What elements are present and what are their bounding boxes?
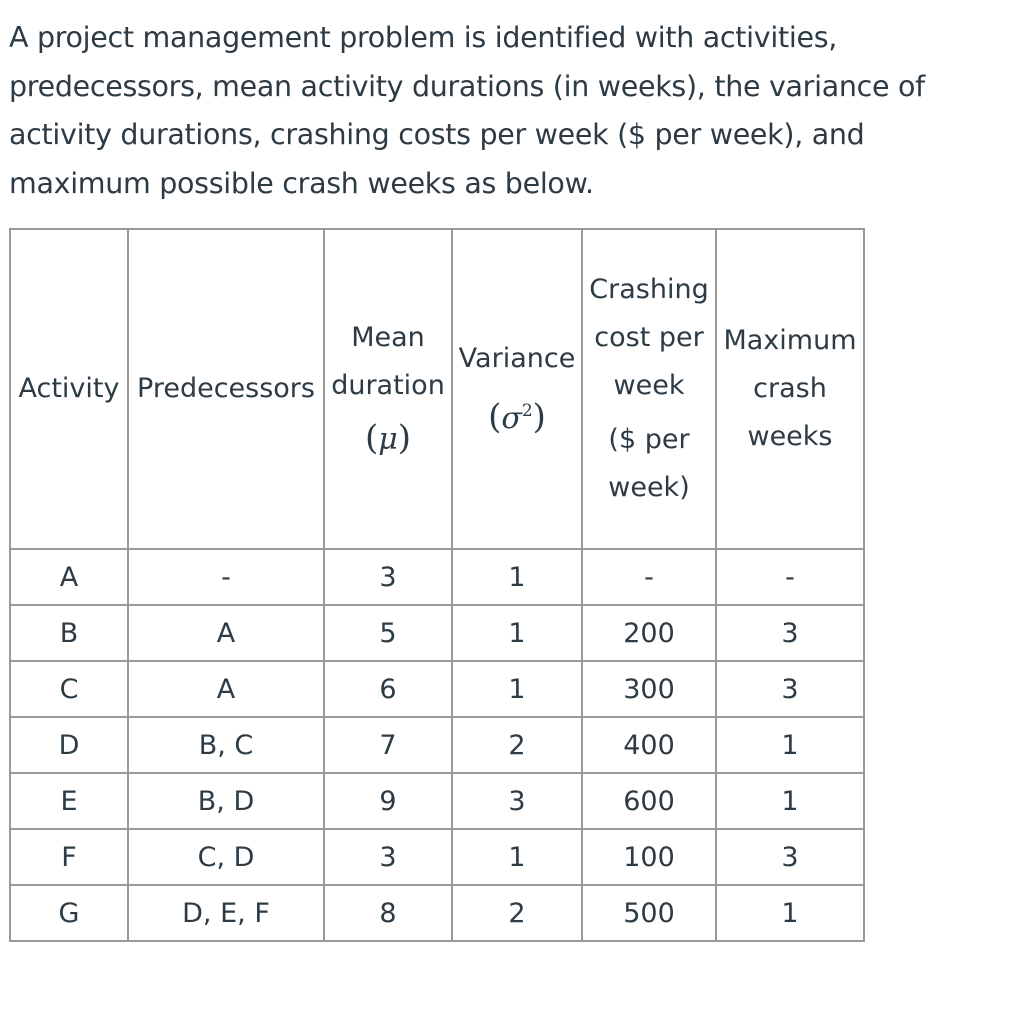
- table-row: [10, 661, 864, 717]
- cell-activity: G: [10, 885, 128, 941]
- cell-mean: 3: [324, 549, 452, 605]
- cell-activity: C: [10, 661, 128, 717]
- cell-variance: 1: [452, 661, 582, 717]
- cell-predecessors: B, D: [128, 773, 324, 829]
- table-row: [10, 773, 864, 829]
- cell-predecessors: A: [128, 605, 324, 661]
- header-predecessors: Predecessors: [128, 229, 324, 549]
- cell-activity: E: [10, 773, 128, 829]
- cell-mean: 8: [324, 885, 452, 941]
- cell-variance: 2: [452, 717, 582, 773]
- cell-predecessors: B, C: [128, 717, 324, 773]
- cell-activity: A: [10, 549, 128, 605]
- cell-variance: 1: [452, 605, 582, 661]
- cell-activity: B: [10, 605, 128, 661]
- cell-predecessors: D, E, F: [128, 885, 324, 941]
- header-crashing-cost: Crashing cost per week ($ per week): [582, 229, 716, 549]
- cell-variance: 2: [452, 885, 582, 941]
- cell-max-crash: 1: [716, 773, 864, 829]
- cell-cost: -: [582, 549, 716, 605]
- mu-symbol: (μ): [364, 417, 412, 458]
- table-row: [10, 829, 864, 885]
- cell-cost: 600: [582, 773, 716, 829]
- header-activity: Activity: [10, 229, 128, 549]
- cell-cost: 100: [582, 829, 716, 885]
- cell-predecessors: -: [128, 549, 324, 605]
- cell-max-crash: 1: [716, 885, 864, 941]
- cell-predecessors: C, D: [128, 829, 324, 885]
- cell-mean: 7: [324, 717, 452, 773]
- cell-max-crash: 3: [716, 661, 864, 717]
- cell-activity: F: [10, 829, 128, 885]
- cell-mean: 9: [324, 773, 452, 829]
- table-row: [10, 605, 864, 661]
- header-mean-duration: Mean duration (μ): [324, 229, 452, 549]
- activity-table: [9, 228, 865, 942]
- table-row: [10, 717, 864, 773]
- cell-cost: 400: [582, 717, 716, 773]
- header-variance: Variance $(\sigma^2)$: [452, 229, 582, 549]
- cell-max-crash: 1: [716, 717, 864, 773]
- cell-cost: 500: [582, 885, 716, 941]
- cell-activity: D: [10, 717, 128, 773]
- cell-cost: 200: [582, 605, 716, 661]
- header-maximum-crash-weeks: Maximum crash weeks: [716, 229, 864, 549]
- cell-variance: 1: [452, 829, 582, 885]
- table-row: [10, 885, 864, 941]
- cell-max-crash: 3: [716, 605, 864, 661]
- cell-variance: 1: [452, 549, 582, 605]
- sigma-squared-symbol: $(\sigma^2)$: [488, 396, 546, 437]
- cell-predecessors: A: [128, 661, 324, 717]
- table-header-row: [10, 229, 864, 549]
- problem-statement: A project management problem is identified with activities, predecessors, mean activity durations (in weeks), the variance of activity durations, crashing costs per week ($ per week), and maximum possible crash weeks as below.: [9, 21, 925, 200]
- cell-cost: 300: [582, 661, 716, 717]
- cell-mean: 5: [324, 605, 452, 661]
- cell-max-crash: -: [716, 549, 864, 605]
- cell-max-crash: 3: [716, 829, 864, 885]
- cell-variance: 3: [452, 773, 582, 829]
- cell-mean: 3: [324, 829, 452, 885]
- cell-mean: 6: [324, 661, 452, 717]
- table-row: [10, 549, 864, 605]
